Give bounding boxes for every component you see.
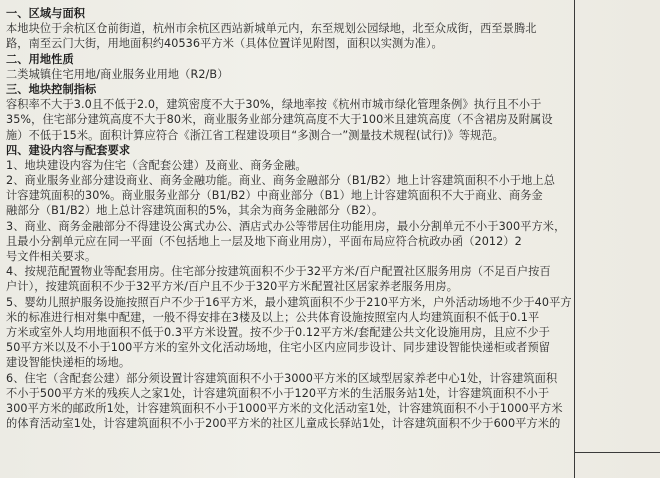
paragraph-line: 5、婴幼儿照护服务设施按照百户不少于16平方米，最小建筑面积不少于210平方米，户外活动场地不少于40平方: [6, 295, 572, 309]
section-heading: 一、区域与面积: [6, 7, 86, 20]
paragraph-line: 35%，住宅部分建筑高度不大于80米，商业服务业部分建筑高度不大于100米且建筑高度（不含裙房及附属设: [6, 113, 553, 127]
paragraph-line: 的体育活动室1处，计容建筑面积不小于200平方米的社区儿童成长驿站1处，计容建筑面积不少于600平方米的: [6, 417, 561, 431]
paragraph-line: 二类城镇住宅用地/商业服务业用地（R2/B）: [6, 67, 229, 81]
paragraph-line: 计容建筑面积的30%。商业服务业部分（B1/B2）中商业部分（B1）地上计容建筑面积不大于商业、商务金: [6, 189, 543, 203]
paragraph-line: 融部分（B1/B2）地上总计容建筑面积的5%，其余为商务金融部分（B2）。: [6, 204, 384, 218]
paragraph-line: 3、商业、商务金融部分不得建设公寓式办公、酒店式办公等带居住功能用房，最小分割单元不小于300平方米，: [6, 219, 566, 233]
paragraph-line: 2、商业服务业部分建设商业、商务金融功能。商业、商务金融部分（B1/B2）地上计容建筑面积不小于地上总: [6, 174, 556, 188]
paragraph-line: 50平方米以及不小于100平方米的室外文化活动场地，住宅小区内应同步设计、同步建设智能快递柜或者预留: [6, 341, 551, 355]
paragraph-line: 方米或室外人均用地面积不低于0.3平方米设置。按不少于0.12平方米/套配建公共文化设施用房，且应不少于: [6, 325, 550, 339]
document-body: [6, 6, 646, 431]
page-border-bottom: [574, 452, 660, 453]
paragraph-line: 不小于500平方米的残疾人之家1处，计容建筑面积不小于120平方米的生活服务站1处，计容建筑面积不小于: [6, 386, 550, 400]
paragraph-line: 4、按规范配置物业等配套用房。住宅部分按建筑面积不少于32平方米/百户配置社区服务用房（不足百户按百: [6, 265, 551, 279]
paragraph-line: 施）不低于15米。面积计算应符合《浙江省工程建设项目“多测合一”测量技术规程(试行)》等规范。: [6, 128, 504, 142]
section-heading: 二、用地性质: [6, 52, 74, 66]
paragraph-line: 号文件相关要求。: [6, 250, 97, 263]
section-heading: 三、地块控制指标: [6, 82, 97, 96]
paragraph-line: 1、地块建设内容为住宅（含配套公建）及商业、商务金融。: [6, 158, 307, 172]
paragraph-line: 米的标准进行相对集中配建，一般不得安排在3楼及以上；公共体育设施按照室内人均建筑面积不低于0.1平: [6, 310, 540, 324]
paragraph-line: 6、住宅（含配套公建）部分须设置计容建筑面积不小于3000平方米的区域型居家养老中心1处，计容建筑面积: [6, 371, 558, 385]
paragraph-line: 300平方米的邮政所1处，计容建筑面积不小于1000平方米的文化活动室1处，计容建筑面积不小于1000平方米: [6, 401, 563, 415]
paragraph-line: 且最小分割单元应在同一平面（不包括地上一层及地下商业用房），平面布局应符合杭政办函（2012）2: [6, 234, 522, 248]
paragraph-line: 本地块位于余杭区仓前街道，杭州市余杭区西站新城单元内，东至规划公园绿地，北至众成街，西至景腾北: [6, 22, 537, 36]
paragraph-line: 户计），按建筑面积不少于32平方米/百户且不少于320平方米配置社区居家养老服务用房。: [6, 280, 458, 294]
paragraph-line: 容积率不大于3.0且不低于2.0，建筑密度不大于30%，绿地率按《杭州市城市绿化管理条例》执行且不小于: [6, 98, 542, 112]
paragraph-line: 建设智能快递柜的场地。: [6, 356, 131, 370]
section-heading: 四、建设内容与配套要求: [6, 143, 131, 157]
paragraph-line: 路，南至云门大街，用地面积约40536平方米（具体位置详见附图，面积以实测为准）。: [6, 37, 443, 51]
